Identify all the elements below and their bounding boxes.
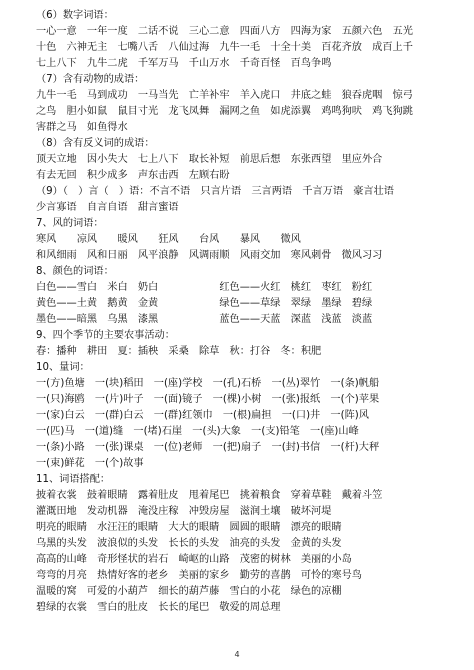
text-line: 之鸟 胆小如鼠 鼠目寸光 龙飞凤舞 漏网之鱼 如虎添翼 鸡鸣狗吠 鸡飞狗跳 xyxy=(36,106,413,117)
section-heading-word-collocation: 11、词语搭配： xyxy=(36,474,111,485)
text-line: 碧绿的衣裳 雪白的肚皮 长长的尾巴 敬爱的周总理 xyxy=(36,602,281,613)
text-line: 有去无回 积少成多 声东击西 左顾右盼 xyxy=(36,170,230,181)
text-line: 明亮的眼睛 水汪汪的眼睛 大大的眼睛 圆圆的眼睛 漂亮的眼睛 xyxy=(36,522,342,533)
text-line: 七上八下 九牛二虎 千军万马 千山万水 千奇百怪 百鸟争鸣 xyxy=(36,58,332,69)
section-heading-number-words: （6）数字词语： xyxy=(36,10,114,21)
text-line: 害群之马 如鱼得水 xyxy=(36,122,128,133)
text-line: 十色 六神无主 七嘴八舌 八仙过海 九牛一毛 十全十美 百花齐放 成百上千 xyxy=(36,42,413,53)
section-heading-farm-seasons: 9、四个季节的主要农事活动： xyxy=(36,330,175,341)
text-line: 一(束)鲜花 一(个)故事 xyxy=(36,458,144,469)
page-number: 4 xyxy=(234,650,240,659)
section-heading-wind-words: 7、风的词语： xyxy=(36,218,104,229)
text-line: 黄色——土黄 鹅黄 金黄 绿色——草绿 翠绿 墨绿 碧绿 xyxy=(36,298,373,309)
text-line: 墨色——暗黑 乌黑 漆黑 蓝色——天蓝 深蓝 浅蓝 淡蓝 xyxy=(36,314,373,325)
text-line: 一(家)白云 一(群)白云 一(群)红领巾 一(根)扁担 一(口)井 一(阵)风 xyxy=(36,410,369,421)
section-heading-measure-words: 10、量词： xyxy=(36,362,90,373)
section-heading-color-words: 8、颜色的词语： xyxy=(36,266,114,277)
text-line: 白色——雪白 米白 奶白 红色——火红 桃红 枣红 粉红 xyxy=(36,282,373,293)
text-line: 一(条)小路 一(张)课桌 一(位)老师 一(把)扇子 一(封)书信 一(杆)大秤 xyxy=(36,442,380,453)
section-heading-animal-idioms: （7）含有动物的成语： xyxy=(36,74,145,85)
text-line: 春：播种 耕田 夏：插秧 采桑 除草 秋：打谷 冬：积肥 xyxy=(36,346,322,357)
section-heading-yan-yu: （9）（ ）言（ ）语：不言不语 只言片语 三言两语 千言万语 豪言壮语 xyxy=(36,186,394,197)
text-line: 温暖的窝 可爱的小葫芦 细长的葫芦藤 雪白的小花 绿色的凉棚 xyxy=(36,586,342,597)
text-line: 乌黑的头发 波浪似的头发 长长的头发 油亮的头发 金黄的头发 xyxy=(36,538,342,549)
text-line: 顶天立地 因小失大 七上八下 取长补短 前思后想 东张西望 里应外合 xyxy=(36,154,383,165)
text-line: 一(方)鱼塘 一(块)稻田 一(座)学校 一(孔)石桥 一(丛)翠竹 一(条)帆船 xyxy=(36,378,380,389)
section-heading-antonym-idioms: （8）含有反义词的成语： xyxy=(36,138,155,149)
text-line: 少言寡语 自言自语 甜言蜜语 xyxy=(36,202,179,213)
text-line: 九牛一毛 马到成功 一马当先 亡羊补牢 羊入虎口 井底之蛙 狼吞虎咽 惊弓 xyxy=(36,90,413,101)
text-line: 高高的山峰 奇形怪状的岩石 崎岖的山路 茂密的树林 美丽的小岛 xyxy=(36,554,352,565)
text-line: 寒风 凉风 暖风 狂风 台风 暴风 微风 xyxy=(36,234,301,245)
text-line: 一心一意 一年一度 二话不说 三心二意 四面八方 四海为家 五颜六色 五光 xyxy=(36,26,413,37)
text-line: 一(匹)马 一(道)缝 一(堵)石崖 一(头)大象 一(支)铅笔 一(座)山峰 xyxy=(36,426,359,437)
text-line: 弯弯的月亮 热情好客的老乡 美丽的家乡 勤劳的喜鹊 可怜的寒号鸟 xyxy=(36,570,362,581)
text-line: 灌溉田地 发动机器 淹没庄稼 冲毁房屋 滋润土壤 破坏河堤 xyxy=(36,506,332,517)
text-line: 和风细雨 风和日丽 风平浪静 风调雨顺 风雨交加 寒风刺骨 微风习习 xyxy=(36,250,383,261)
text-line: 一(只)海鸥 一(片)叶子 一(面)镜子 一(棵)小树 一(张)报纸 一(个)苹果 xyxy=(36,394,380,405)
text-line: 披着衣裳 鼓着眼睛 露着肚皮 甩着尾巴 挑着粮食 穿着草鞋 戴着斗笠 xyxy=(36,490,383,501)
